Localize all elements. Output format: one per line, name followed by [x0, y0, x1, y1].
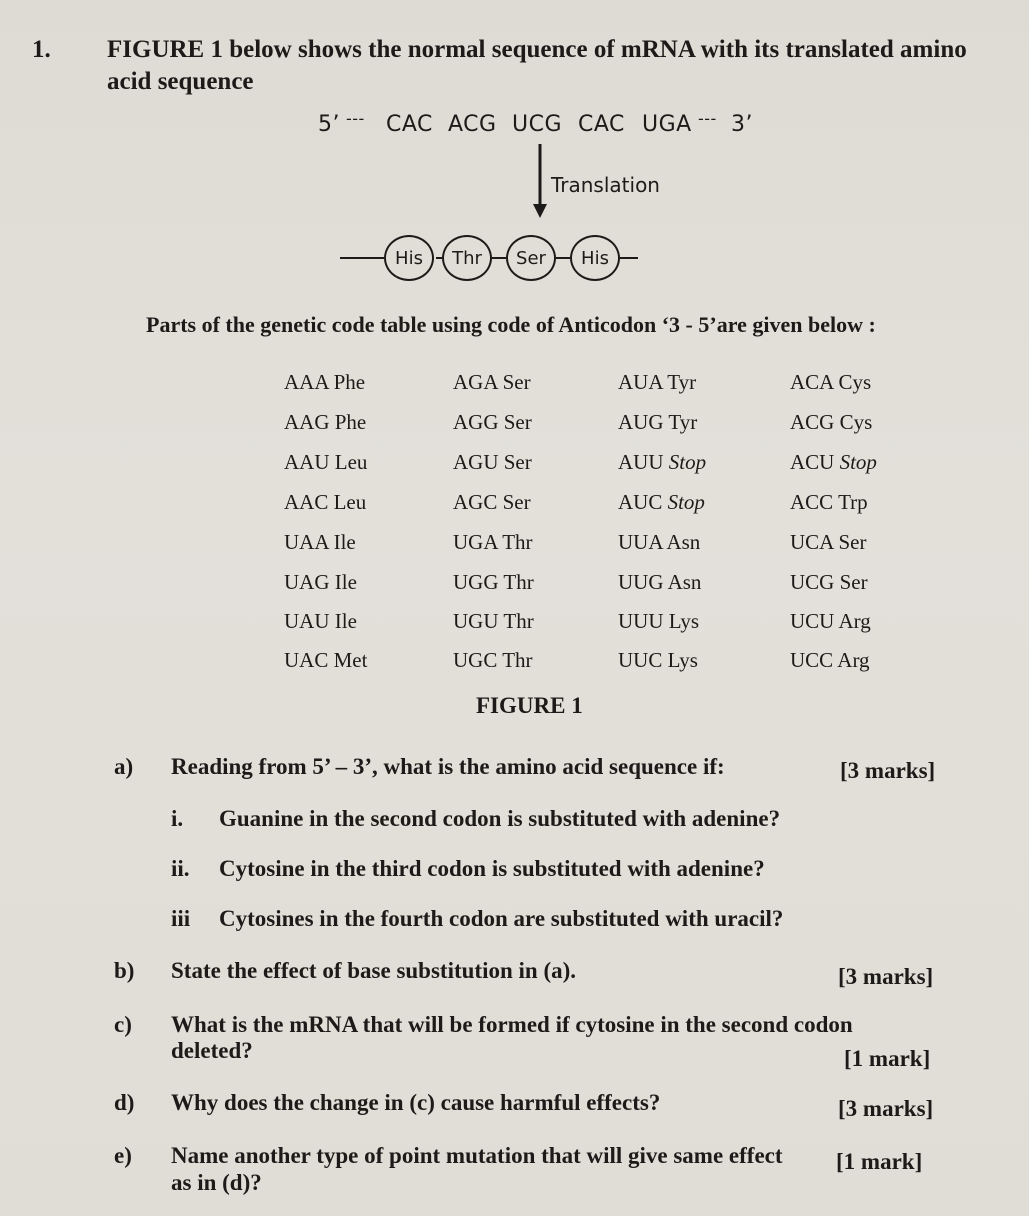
five-prime-label: 5’: [318, 112, 340, 137]
amino-acid: Thr: [503, 570, 534, 594]
code-entry: [284, 609, 357, 634]
code-entry: [790, 370, 871, 395]
code-entry: [284, 648, 367, 673]
part-e-label: e): [114, 1143, 132, 1168]
codon: ACC: [790, 490, 834, 514]
part-a-text: Reading from 5’ – 3’, what is the amino acid sequence if:: [171, 754, 725, 779]
codon: AGC: [453, 490, 498, 514]
code-entry: [453, 609, 534, 634]
part-e-text-2: as in (d)?: [171, 1170, 262, 1195]
amino-acid: Thr: [503, 609, 534, 633]
code-entry: [618, 450, 706, 475]
part-e-text-1: Name another type of point mutation that will give same effect: [171, 1143, 783, 1168]
code-entry: [453, 648, 533, 673]
codon: AGG: [453, 410, 499, 434]
code-entry: [284, 370, 365, 395]
dash-left: ---: [346, 109, 365, 128]
amino-acid: Arg: [838, 609, 871, 633]
codon: UUA: [618, 530, 663, 554]
amino-acid: Leu: [333, 490, 367, 514]
codon: UCG: [790, 570, 835, 594]
codon-2: ACG: [448, 112, 497, 137]
part-b-marks: [3 marks]: [838, 964, 934, 989]
part-b-text: State the effect of base substitution in (a).: [171, 958, 577, 983]
part-a-i-label: i.: [171, 806, 184, 831]
amino-acid: Arg: [837, 648, 870, 672]
intro-line-2: acid sequence: [107, 68, 254, 95]
amino-acid: Ser: [503, 450, 532, 474]
codon: UAA: [284, 530, 329, 554]
codon-5: UGA: [642, 112, 692, 137]
code-entry: [453, 570, 534, 595]
code-entry: [453, 370, 531, 395]
codon: UGC: [453, 648, 498, 672]
codon: AUU: [618, 450, 664, 474]
amino-acid: Ile: [334, 609, 357, 633]
amino-acid: Asn: [666, 530, 701, 554]
codon-1: CAC: [386, 112, 433, 137]
codon: AAG: [284, 410, 330, 434]
amino-acid: Ile: [333, 530, 356, 554]
codon-3: UCG: [512, 112, 563, 137]
codon: AAA: [284, 370, 329, 394]
codon: AAC: [284, 490, 329, 514]
part-c-text-1: What is the mRNA that will be formed if cytosine in the second codon: [171, 1012, 853, 1037]
code-entry: [453, 490, 531, 515]
translation-arrow: [528, 140, 552, 222]
codon: AUG: [618, 410, 664, 434]
codon: ACU: [790, 450, 835, 474]
amino-acid: Ser: [839, 570, 868, 594]
code-entry: [618, 490, 705, 515]
amino-acid: Lys: [667, 648, 698, 672]
code-entry: [790, 609, 871, 634]
codon: ACG: [790, 410, 835, 434]
codon: UAU: [284, 609, 330, 633]
code-entry: [790, 490, 868, 515]
amino-acid: Stop: [668, 450, 707, 474]
code-entry: [618, 648, 698, 673]
amino-acid: Met: [333, 648, 368, 672]
code-entry: [284, 490, 366, 515]
codon: UGU: [453, 609, 499, 633]
codon: UCU: [790, 609, 835, 633]
amino-acid-4: His: [570, 235, 620, 281]
codon: UCC: [790, 648, 834, 672]
amino-acid: Stop: [839, 450, 877, 474]
table-intro: Parts of the genetic code table using code of Anticodon ‘3 - 5’are given below :: [146, 312, 876, 337]
code-entry: [618, 570, 701, 595]
amino-acid: Asn: [667, 570, 702, 594]
codon: UAC: [284, 648, 329, 672]
part-a-ii-label: ii.: [171, 856, 190, 881]
part-a-i-text: Guanine in the second codon is substituted with adenine?: [219, 806, 781, 831]
part-e-marks: [1 mark]: [836, 1149, 923, 1174]
amino-acid-2: Thr: [442, 235, 492, 281]
code-entry: [453, 410, 532, 435]
amino-acid: Cys: [839, 410, 873, 434]
code-entry: [790, 648, 870, 673]
amino-acid: Ser: [838, 530, 867, 554]
three-prime-label: 3’: [731, 112, 753, 137]
part-b-label: b): [114, 958, 135, 983]
amino-acid: Phe: [334, 410, 367, 434]
code-entry: [284, 570, 357, 595]
code-entry: [790, 570, 868, 595]
part-c-marks: [1 mark]: [844, 1046, 931, 1071]
part-a-ii-text: Cytosine in the third codon is substituted with adenine?: [219, 856, 765, 881]
amino-acid: Phe: [333, 370, 366, 394]
codon: ACA: [790, 370, 834, 394]
codon: UUC: [618, 648, 663, 672]
amino-acid: Thr: [502, 530, 533, 554]
code-entry: [453, 530, 533, 555]
intro-line-1: FIGURE 1 below shows the normal sequence of mRNA with its translated amino: [107, 36, 967, 63]
amino-acid: Ile: [334, 570, 357, 594]
codon-4: CAC: [578, 112, 625, 137]
code-entry: [284, 530, 356, 555]
codon: UGG: [453, 570, 499, 594]
amino-acid: Ser: [503, 410, 532, 434]
codon: UUG: [618, 570, 664, 594]
codon: UAG: [284, 570, 330, 594]
part-a-iii-text: Cytosines in the fourth codon are substituted with uracil?: [219, 906, 784, 931]
code-entry: [790, 530, 866, 555]
part-d-marks: [3 marks]: [838, 1096, 934, 1121]
amino-acid: Tyr: [668, 410, 698, 434]
code-entry: [284, 450, 367, 475]
codon: UUU: [618, 609, 664, 633]
codon: AUA: [618, 370, 663, 394]
codon: UCA: [790, 530, 834, 554]
amino-acid-3: Ser: [506, 235, 556, 281]
part-c-label: c): [114, 1012, 132, 1037]
codon: UGA: [453, 530, 498, 554]
figure-caption: FIGURE 1: [476, 693, 583, 718]
code-entry: [790, 410, 872, 435]
part-a-iii-label: iii: [171, 906, 191, 931]
amino-acid: Ser: [502, 490, 531, 514]
code-entry: [618, 410, 697, 435]
translation-label: Translation: [551, 173, 660, 197]
part-d-label: d): [114, 1090, 135, 1115]
part-a-marks: [3 marks]: [840, 758, 936, 783]
part-d-text: Why does the change in (c) cause harmful effects?: [171, 1090, 661, 1115]
dash-right: ---: [698, 109, 717, 128]
amino-acid: Tyr: [667, 370, 697, 394]
amino-acid: Leu: [334, 450, 368, 474]
amino-acid: Lys: [668, 609, 700, 633]
codon: AAU: [284, 450, 330, 474]
amino-acid: Thr: [502, 648, 533, 672]
amino-acid-1: His: [384, 235, 434, 281]
amino-acid: Cys: [838, 370, 872, 394]
part-a-label: a): [114, 754, 134, 779]
amino-acid: Trp: [838, 490, 868, 514]
code-entry: [618, 609, 699, 634]
code-entry: [453, 450, 532, 475]
amino-acid: Ser: [502, 370, 531, 394]
question-number: 1.: [32, 36, 51, 63]
codon: AGA: [453, 370, 498, 394]
amino-acid: Stop: [667, 490, 705, 514]
code-entry: [284, 410, 366, 435]
codon: AUC: [618, 490, 663, 514]
codon: AGU: [453, 450, 499, 474]
code-entry: [618, 530, 700, 555]
code-entry: [790, 450, 877, 475]
code-entry: [618, 370, 696, 395]
part-c-text-2: deleted?: [171, 1038, 253, 1063]
